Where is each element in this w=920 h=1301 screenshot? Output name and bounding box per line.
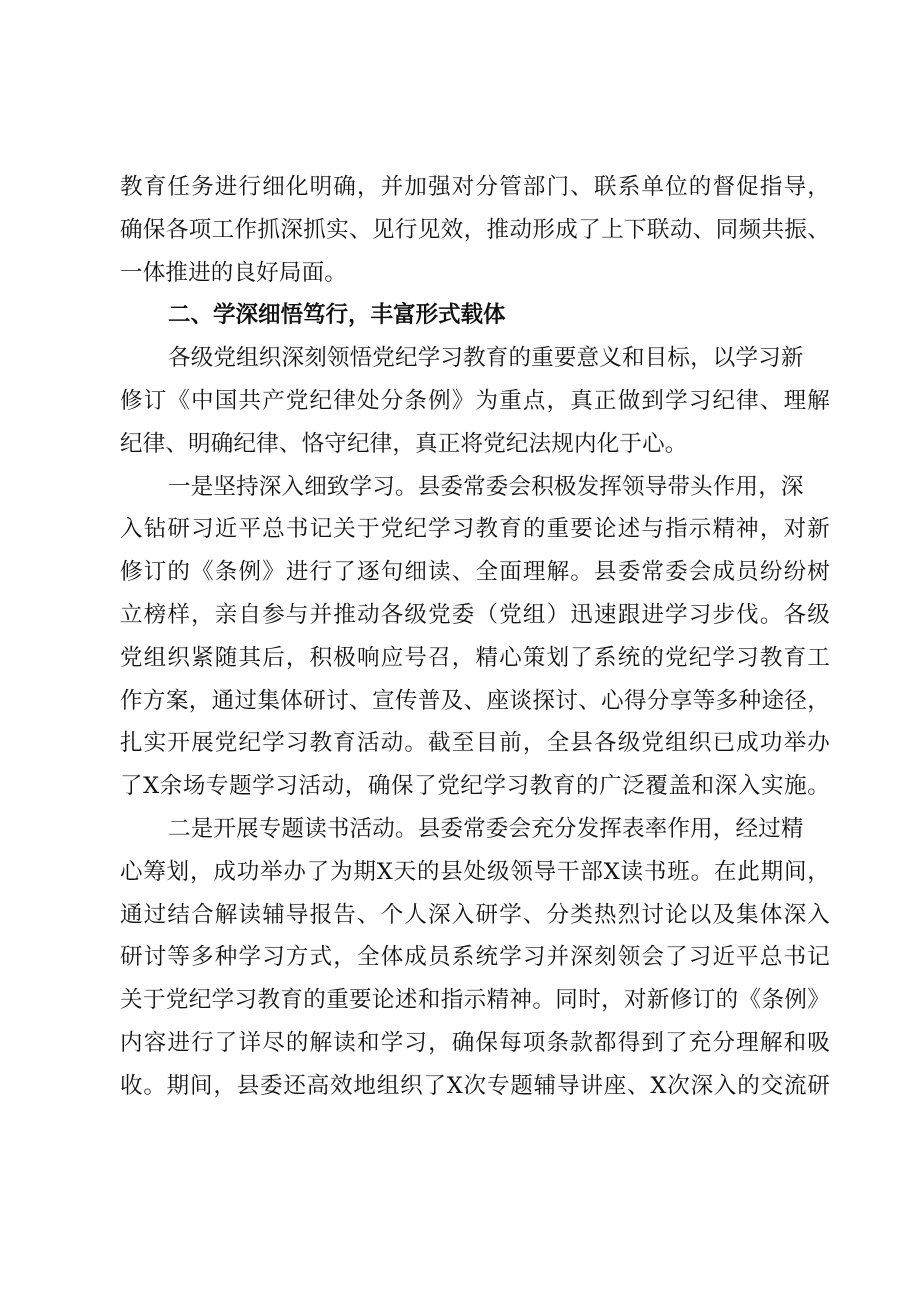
document-body [120,166,830,1108]
text-line: 了X余场专题学习活动，确保了党纪学习教育的广泛覆盖和深入实施。 [120,773,830,800]
text-line: 修订的《条例》进行了逐句细读、全面理解。县委常委会成员纷纷树 [120,559,830,586]
text-line: 收。期间，县委还高效地组织了X次专题辅导讲座、X次深入的交流研 [120,1072,830,1099]
text-line: 关于党纪学习教育的重要论述和指示精神。同时，对新修订的《条例》 [120,987,830,1014]
text-line: 扎实开展党纪学习教育活动。截至目前，全县各级党组织已成功举办 [120,730,830,757]
text-line: 心筹划，成功举办了为期X天的县处级领导干部X读书班。在此期间， [120,858,830,885]
text-line: 立榜样，亲自参与并推动各级党委（党组）迅速跟进学习步伐。各级 [120,601,830,628]
text-line: 一体推进的良好局面。 [120,259,348,286]
text-line: 通过结合解读辅导报告、个人深入研学、分类热烈讨论以及集体深入 [120,901,830,928]
text-line: 入钻研习近平总书记关于党纪学习教育的重要论述与指示精神，对新 [120,516,830,543]
text-line: 内容进行了详尽的解读和学习，确保每项条款都得到了充分理解和吸 [120,1029,830,1056]
text-line: 作方案，通过集体研讨、宣传普及、座谈探讨、心得分享等多种途径， [120,687,830,714]
section-heading: 二、学深细悟笃行，丰富形式载体 [168,302,506,329]
paragraph-first-line: 各级党组织深刻领悟党纪学习教育的重要意义和目标，以学习新 [168,345,804,372]
text-line: 确保各项工作抓深抓实、见行见效，推动形成了上下联动、同频共振、 [120,216,830,243]
text-line: 研讨等多种学习方式，全体成员系统学习并深刻领会了习近平总书记 [120,944,830,971]
text-line: 修订《中国共产党纪律处分条例》为重点，真正做到学习纪律、理解 [120,387,830,414]
paragraph-first-line: 一是坚持深入细致学习。县委常委会积极发挥领导带头作用，深 [168,473,804,500]
text-line: 党组织紧随其后，积极响应号召，精心策划了系统的党纪学习教育工 [120,644,830,671]
text-line: 教育任务进行细化明确，并加强对分管部门、联系单位的督促指导， [120,174,830,200]
text-line: 纪律、明确纪律、恪守纪律，真正将党纪法规内化于心。 [120,430,688,457]
paragraph-first-line: 二是开展专题读书活动。县委常委会充分发挥表率作用，经过精 [168,815,804,842]
